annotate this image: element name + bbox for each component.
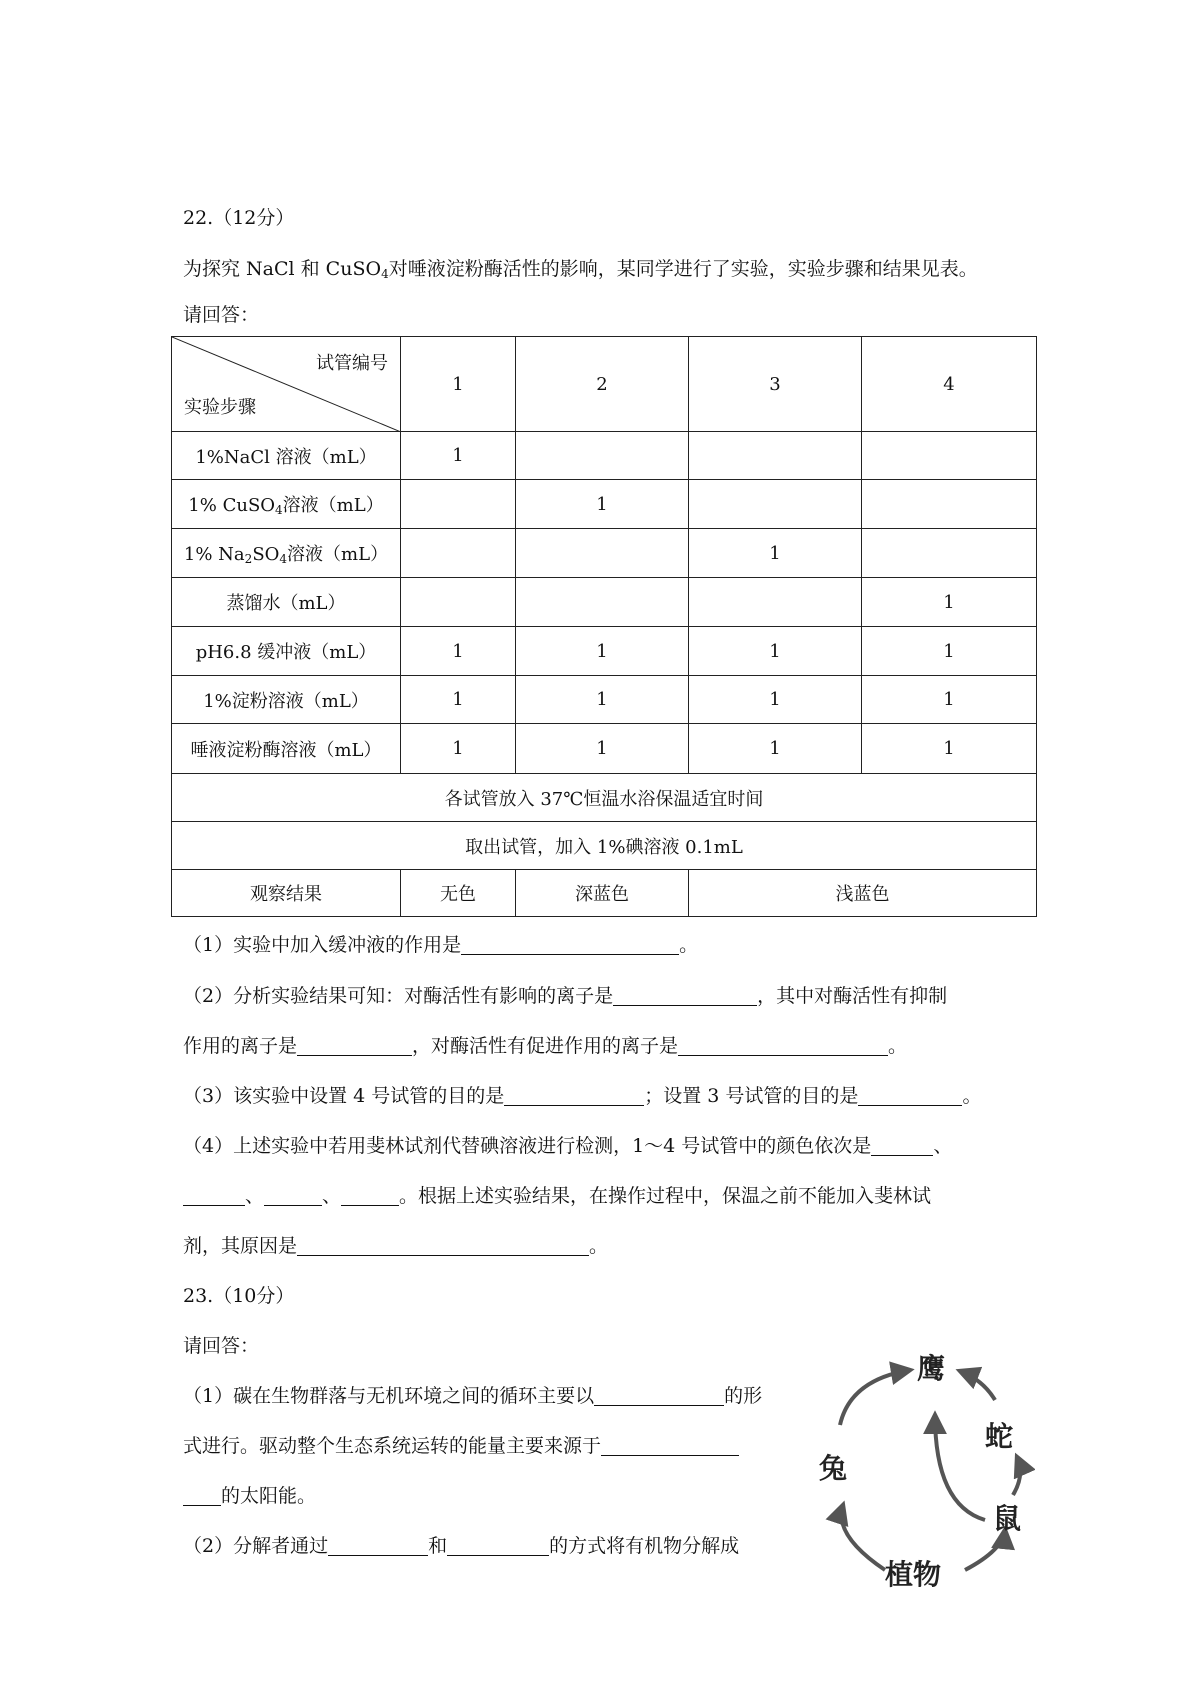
- table-result-row: [172, 870, 1037, 917]
- question-text: 。: [589, 1235, 609, 1257]
- result-cell: 深蓝色: [516, 870, 689, 917]
- question-text: （3）该实验中设置 4 号试管的目的是: [183, 1085, 505, 1107]
- answer-blank[interactable]: [297, 1235, 589, 1256]
- table-row: [172, 627, 1037, 676]
- cell: [516, 432, 689, 480]
- row-label-subscript: 2: [244, 552, 253, 566]
- table-header-row: [172, 337, 1037, 432]
- question-text: 的方式将有机物分解成: [549, 1535, 740, 1557]
- incubation-step: 各试管放入 37℃恒温水浴保温适宜时间: [172, 774, 1037, 822]
- cell: 1: [862, 578, 1037, 627]
- cell: [689, 432, 862, 480]
- cell: 1: [401, 676, 516, 724]
- cell: [516, 529, 689, 578]
- question-text: 、: [322, 1185, 342, 1207]
- iodine-step: 取出试管，加入 1%碘溶液 0.1mL: [172, 822, 1037, 870]
- cell: 1: [401, 432, 516, 480]
- cell: 1: [689, 676, 862, 724]
- cell: 1: [689, 627, 862, 676]
- q23-part1-line2: [183, 1433, 739, 1459]
- question-text: 。: [888, 1035, 908, 1057]
- question-text: 作用的离子是: [183, 1035, 298, 1057]
- snake-label: 蛇: [985, 1420, 1014, 1453]
- cell: 1: [862, 676, 1037, 724]
- row-label: [172, 480, 401, 529]
- plant-label: 植物: [885, 1558, 942, 1591]
- cell: [689, 578, 862, 627]
- question-text: 、: [933, 1135, 953, 1157]
- q22-part3: [183, 1083, 981, 1109]
- question-text: （1）碳在生物群落与无机环境之间的循环主要以: [183, 1385, 595, 1407]
- question-text: 的太阳能。: [221, 1485, 317, 1507]
- row-label: 唾液淀粉酶溶液（mL）: [172, 724, 401, 774]
- answer-blank[interactable]: [858, 1085, 962, 1106]
- q22-part1: [183, 932, 698, 958]
- cell: [401, 529, 516, 578]
- tube-header: 3: [689, 337, 862, 432]
- row-label-text: 1% CuSO: [188, 495, 276, 516]
- q22-intro-subscript: 4: [381, 267, 389, 281]
- question-text: ；设置 3 号试管的目的是: [644, 1085, 859, 1107]
- cell: 1: [862, 627, 1037, 676]
- answer-blank[interactable]: [183, 1185, 245, 1206]
- row-label-text: 溶液（mL）: [287, 544, 389, 565]
- q23-part1-line1: [183, 1383, 762, 1409]
- q22-intro-part2: 对唾液淀粉酶活性的影响，某同学进行了实验，实验步骤和结果见表。: [388, 258, 978, 280]
- row-label-subscript: 4: [275, 503, 283, 517]
- row-label-text: 1% Na: [183, 544, 245, 565]
- question-text: （1）实验中加入缓冲液的作用是: [183, 934, 462, 956]
- tube-header: 4: [862, 337, 1037, 432]
- table-row: [172, 529, 1037, 578]
- experiment-table: [171, 336, 1037, 917]
- tube-header: 2: [516, 337, 689, 432]
- answer-blank[interactable]: [678, 1035, 888, 1056]
- answer-blank[interactable]: [328, 1535, 428, 1556]
- row-label: pH6.8 缓冲液（mL）: [172, 627, 401, 676]
- question-text: （2）分析实验结果可知：对酶活性有影响的离子是: [183, 985, 614, 1007]
- cell: [401, 578, 516, 627]
- row-label-text: 溶液（mL）: [282, 495, 384, 516]
- answer-blank[interactable]: [613, 985, 757, 1006]
- question-text: 剂，其原因是: [183, 1235, 298, 1257]
- q23-prompt: 请回答：: [183, 1335, 260, 1357]
- answer-blank[interactable]: [341, 1185, 399, 1206]
- question-text: 。根据上述实验结果，在操作过程中，保温之前不能加入斐林试: [399, 1185, 932, 1207]
- cell: 1: [689, 529, 862, 578]
- row-label-text: SO: [252, 544, 280, 565]
- q22-part4-line3: [183, 1233, 608, 1259]
- cell: 1: [516, 676, 689, 724]
- question-text: 。: [962, 1085, 982, 1107]
- question-text: （2）分解者通过: [183, 1535, 329, 1557]
- q22-intro-part1: 为探究 NaCl 和 CuSO: [183, 258, 382, 280]
- cell: 1: [516, 627, 689, 676]
- table-row: [172, 432, 1037, 480]
- q22-part4-line1: [183, 1133, 952, 1159]
- question-text: 式进行。驱动整个生态系统运转的能量主要来源于: [183, 1435, 602, 1457]
- cell: [516, 578, 689, 627]
- q22-prompt: 请回答：: [183, 304, 260, 326]
- table-span-row: [172, 774, 1037, 822]
- hawk-label: 鹰: [917, 1352, 946, 1385]
- table-row: [172, 724, 1037, 774]
- row-label: [172, 529, 401, 578]
- question-text: ，其中对酶活性有抑制: [757, 985, 948, 1007]
- cell: [689, 480, 862, 529]
- table-row: [172, 480, 1037, 529]
- answer-blank[interactable]: [601, 1435, 739, 1456]
- food-web-diagram: [815, 1175, 1035, 1591]
- question-text: ，对酶活性有促进作用的离子是: [412, 1035, 679, 1057]
- cell: 1: [516, 724, 689, 774]
- table-row: [172, 676, 1037, 724]
- table-span-row: [172, 822, 1037, 870]
- result-cell: 浅蓝色: [689, 870, 1037, 917]
- q22-heading: 22.（12分）: [183, 207, 295, 229]
- answer-blank[interactable]: [183, 1485, 221, 1506]
- question-text: 。: [679, 934, 699, 956]
- answer-blank[interactable]: [594, 1385, 724, 1406]
- row-label-subscript: 4: [279, 552, 288, 566]
- q22-part2-line1: [183, 983, 947, 1009]
- cell: 1: [689, 724, 862, 774]
- table-corner-cell: [172, 337, 401, 432]
- question-text: 和: [428, 1535, 448, 1557]
- cell: [862, 432, 1037, 480]
- mouse-label: 鼠: [993, 1502, 1022, 1535]
- answer-blank[interactable]: [297, 1035, 412, 1056]
- q23-part1-line3: [183, 1483, 316, 1509]
- cell: 1: [862, 724, 1037, 774]
- tube-header: 1: [401, 337, 516, 432]
- header-steps: 实验步骤: [184, 397, 256, 418]
- question-text: 的形: [724, 1385, 763, 1407]
- rabbit-label: 兔: [819, 1452, 848, 1485]
- row-label: 1%淀粉溶液（mL）: [172, 676, 401, 724]
- row-label: 观察结果: [172, 870, 401, 917]
- answer-blank[interactable]: [264, 1185, 322, 1206]
- question-text: 、: [245, 1185, 265, 1207]
- row-label: 蒸馏水（mL）: [172, 578, 401, 627]
- cell: 1: [401, 724, 516, 774]
- table-row: [172, 578, 1037, 627]
- answer-blank[interactable]: [461, 934, 679, 955]
- q23-heading: 23.（10分）: [183, 1285, 295, 1307]
- answer-blank[interactable]: [504, 1085, 644, 1106]
- q22-part2-line2: [183, 1033, 907, 1059]
- header-tube-number: 试管编号: [316, 353, 388, 374]
- q23-part2-line1: [183, 1533, 739, 1559]
- cell: 1: [516, 480, 689, 529]
- cell: [401, 480, 516, 529]
- question-text: （4）上述实验中若用斐林试剂代替碘溶液进行检测，1～4 号试管中的颜色依次是: [183, 1135, 872, 1157]
- row-label: 1%NaCl 溶液（mL）: [172, 432, 401, 480]
- cell: 1: [401, 627, 516, 676]
- cell: [862, 529, 1037, 578]
- answer-blank[interactable]: [871, 1135, 933, 1156]
- answer-blank[interactable]: [447, 1535, 549, 1556]
- q22-intro: [183, 256, 978, 287]
- result-cell: 无色: [401, 870, 516, 917]
- cell: [862, 480, 1037, 529]
